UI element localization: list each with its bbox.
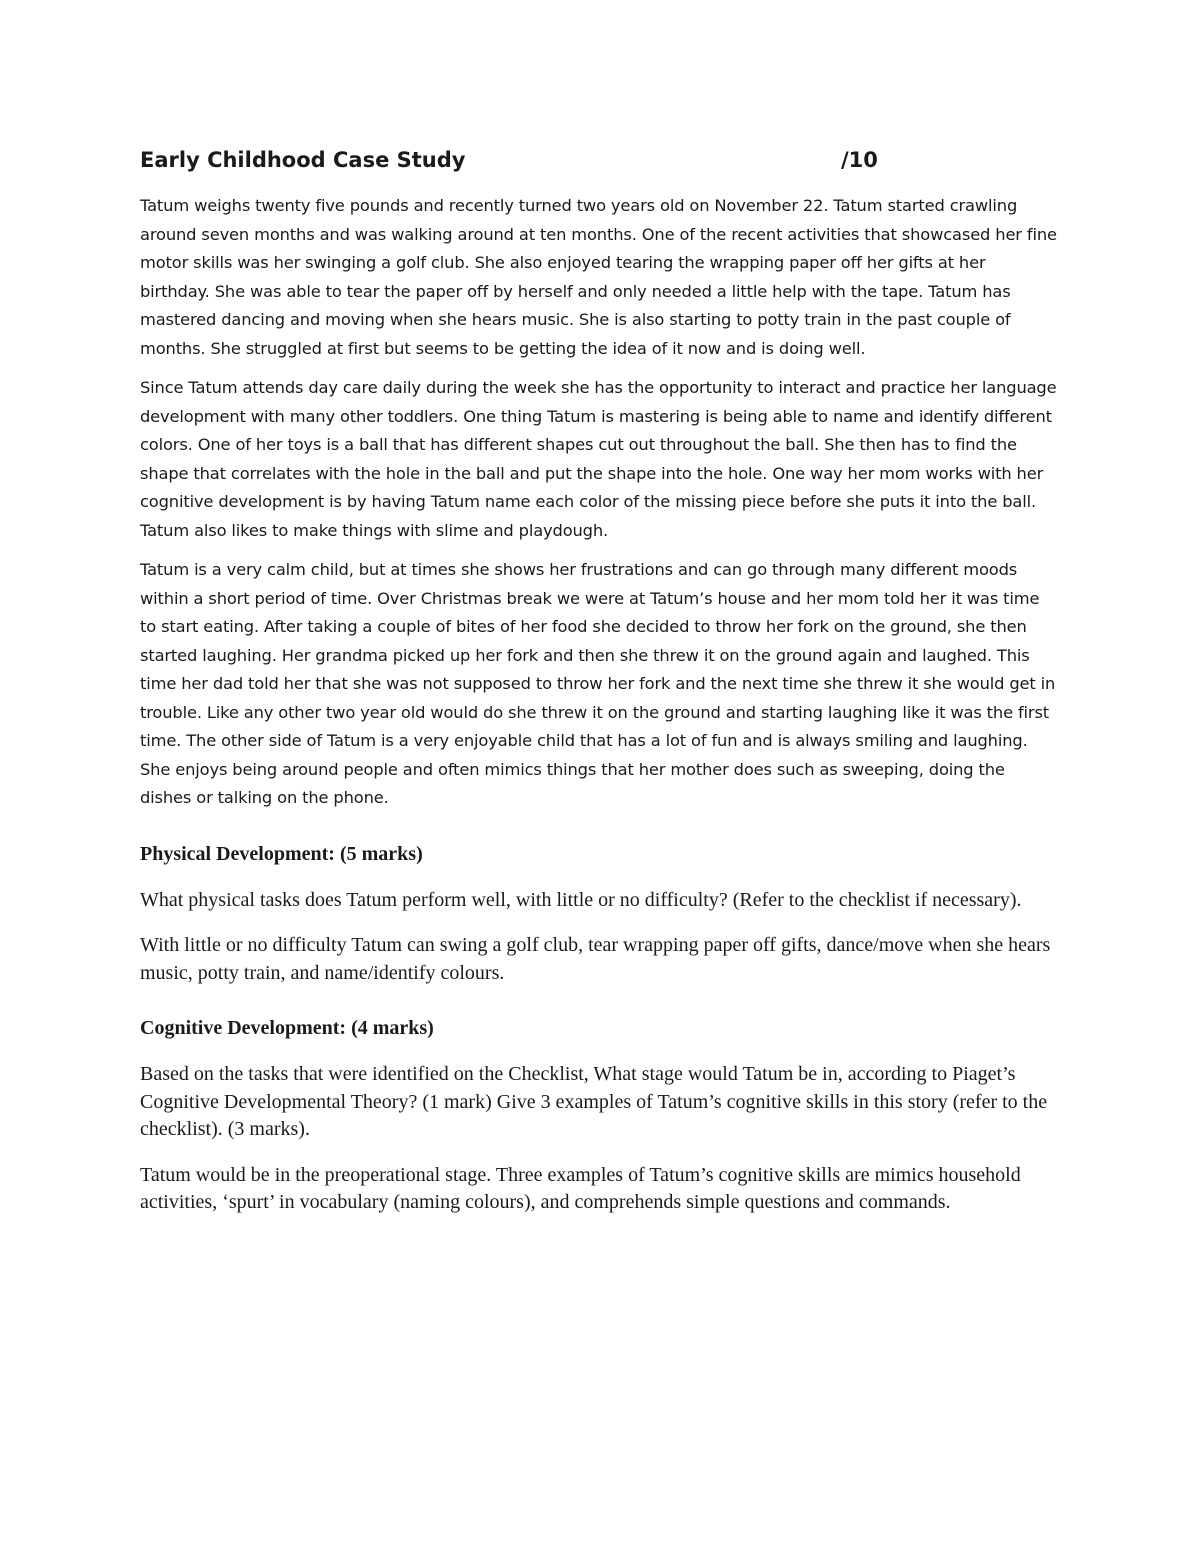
physical-question: What physical tasks does Tatum perform well, with little or no difficulty? (Refer to the checklist if necessary). (140, 888, 1022, 911)
document-title: Early Childhood Case Study (140, 148, 466, 172)
case-paragraph-2: Since Tatum attends day care daily during the week she has the opportunity to interact and practice her language development with many other toddlers. One thing Tatum is mastering is being able to name and identify different colors. One of her toys is a ball that has different shapes cut out throughout the ball. She then has to find the shape that correlates with the hole in the ball and put the shape into the hole. One way her mom works with her cognitive development is by having Tatum name each color of the missing piece before she puts it into the ball. Tatum also likes to make things with slime and playdough. (140, 378, 1057, 540)
case-paragraph-3: Tatum is a very calm child, but at times she shows her frustrations and can go through many different moods within a short period of time. Over Christmas break we were at Tatum’s house and her mom told her it was time to start eating. After taking a couple of bites of her food she decided to throw her fork on the ground, she then started laughing. Her grandma picked up her fork and then she threw it on the ground again and laughed. This time her dad told her that she was not supposed to throw her fork and the next time she threw it she would get in trouble. Like any other two year old would do she threw it on the ground and starting laughing like it was the first time. The other side of Tatum is a very enjoyable child that has a lot of fun and is always smiling and laughing. She enjoys being around people and often mimics things that her mother does such as sweeping, doing the dishes or talking on the phone. (140, 560, 1056, 807)
title-row (140, 140, 1060, 180)
cognitive-development-heading: Cognitive Development: (4 marks) (140, 1017, 434, 1039)
physical-development-heading: Physical Development: (5 marks) (140, 842, 423, 865)
case-paragraph-1: Tatum weighs twenty five pounds and recently turned two years old on November 22. Tatum started crawling around seven months and was walking around at ten months. One of the recent activities that showcased her fine motor skills was her swinging a golf club. She also enjoyed tearing the wrapping paper off her gifts at her birthday. She was able to tear the paper off by herself and only needed a little help with the tape. Tatum has mastered dancing and moving when she hears music. She is also starting to potty train in the past couple of months. She struggled at first but seems to be getting the idea of it now and is doing well. (140, 196, 1057, 358)
physical-answer: With little or no difficulty Tatum can swing a golf club, tear wrapping paper off gifts, dance/move when she hears music, potty train, and name/identify colours. (140, 934, 1051, 984)
document-page (140, 140, 1060, 1217)
cognitive-question: Based on the tasks that were identified on the Checklist, What stage would Tatum be in, according to Piaget’s Cognitive Developmental Theory? (1 mark) Give 3 examples of Tatum’s cognitive skills in this story (refer to the checklist). (3 marks). (140, 1063, 1048, 1140)
cognitive-answer: Tatum would be in the preoperational stage. Three examples of Tatum’s cognitive skills are mimics household activities, ‘spurt’ in vocabulary (naming colours), and comprehends simple questions and commands. (140, 1163, 1021, 1213)
score-total: /10 (841, 148, 878, 172)
